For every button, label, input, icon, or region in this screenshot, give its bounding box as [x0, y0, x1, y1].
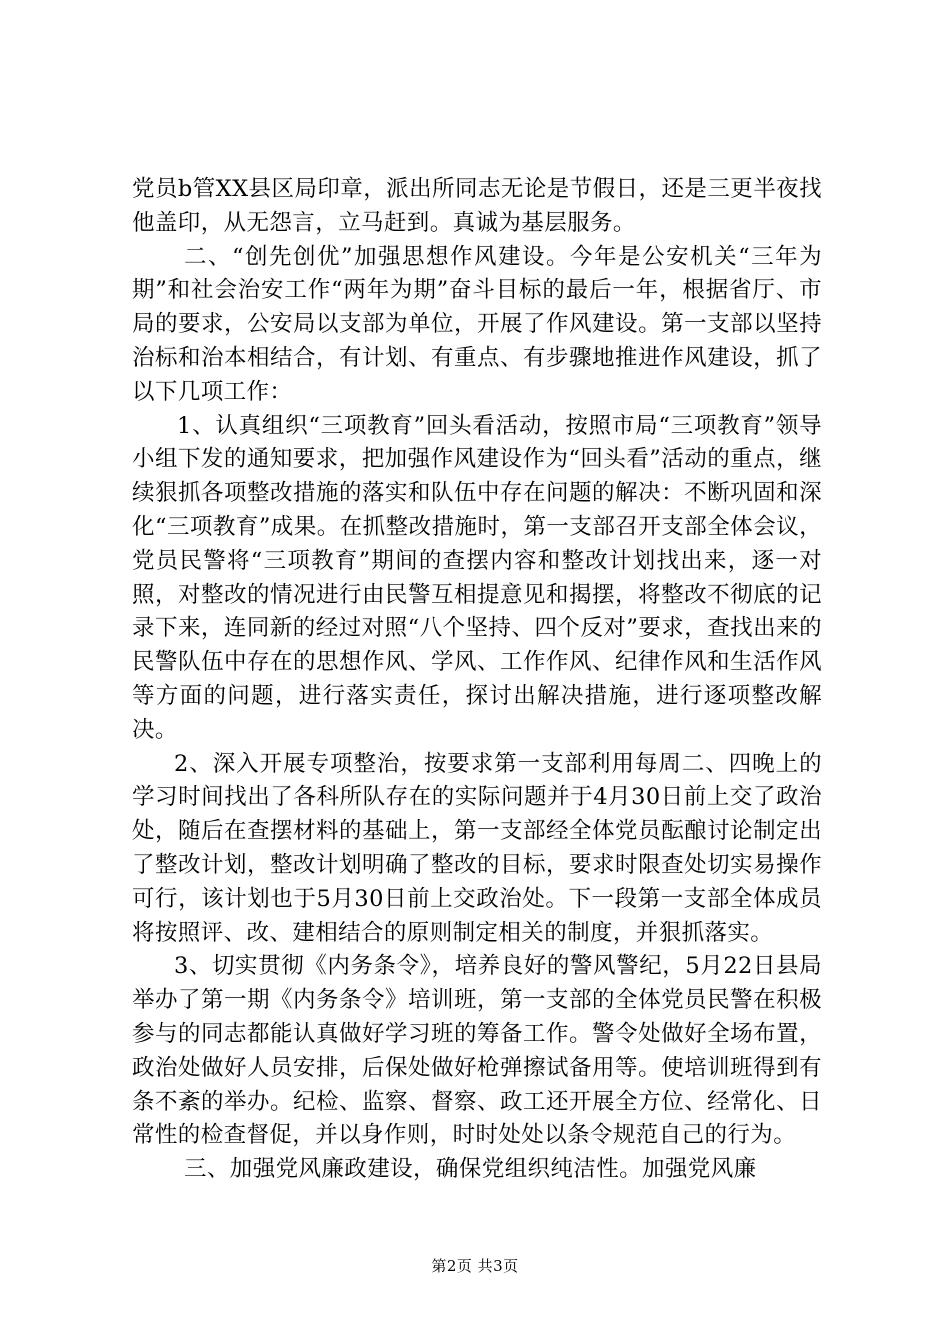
- page-number-footer: 第2页 共3页: [431, 1257, 519, 1275]
- paragraph-section-two: 二、“创先创优”加强思想作风建设。今年是公安机关“三年为期”和社会治安工作“两年为期”奋斗目标的最后一年，根据省厅、市局的要求，公安局以支部为单位，开展了作风建设。第一支部以坚持治标和治本相结合，有计划、有重点、有步骤地推进作风建设，抓了以下几项工作：: [132, 243, 822, 405]
- paragraph-item-one: 1、认真组织“三项教育”回头看活动，按照市局“三项教育”领导小组下发的通知要求，把加强作风建设作为“回头看”活动的重点，继续狠抓各项整改措施的落实和队伍中存在问题的解决：不断巩固和深化“三项教育”成果。在抓整改措施时，第一支部召开支部全体会议，党员民警将“三项教育”期间的查摆内容和整改计划找出来，逐一对照，对整改的情况进行由民警互相提意见和揭摆，将整改不彻底的记录下来，连同新的经过对照“八个坚持、四个反对”要求，查找出来的民警队伍中存在的思想作风、学风、工作作风、纪律作风和生活作风等方面的问题，进行落实责任，探讨出解决措施，进行逐项整改解决。: [132, 412, 822, 743]
- paragraph-continuation: 党员b管XX县区局印章，派出所同志无论是节假日，还是三更半夜找他盖印，从无怨言，立马赶到。真诚为基层服务。: [132, 176, 822, 236]
- paragraph-item-three: 3、切实贯彻《内务条令》，培养良好的警风警纪，5月22日县局举办了第一期《内务条令》培训班，第一支部的全体党员民警在积极参与的同志都能认真做好学习班的筹备工作。警令处做好全场布置，政治处做好人员安排，后保处做好枪弹擦试备用等。使培训班得到有条不紊的举办。纪检、监察、督察、政工还开展全方位、经常化、日常性的检查督促，并以身作则，时时处处以条令规范自己的行为。: [132, 953, 822, 1149]
- paragraph-item-two: 2、深入开展专项整治，按要求第一支部利用每周二、四晚上的学习时间找出了各科所队存在的实际问题并于4月30日前上交了政治处，随后在查摆材料的基础上，第一支部经全体党员酝酿讨论制定出了整改计划，整改计划明确了整改的目标，要求时限查处切实易操作可行，该计划也于5月30日前上交政治处。下一段第一支部全体成员将按照评、改、建相结合的原则制定相关的制度，并狠抓落实。: [132, 750, 822, 946]
- paragraph-section-three: 三、加强党风廉政建设，确保党组织纯洁性。加强党风廉: [184, 1156, 757, 1183]
- document-body: [132, 173, 822, 1187]
